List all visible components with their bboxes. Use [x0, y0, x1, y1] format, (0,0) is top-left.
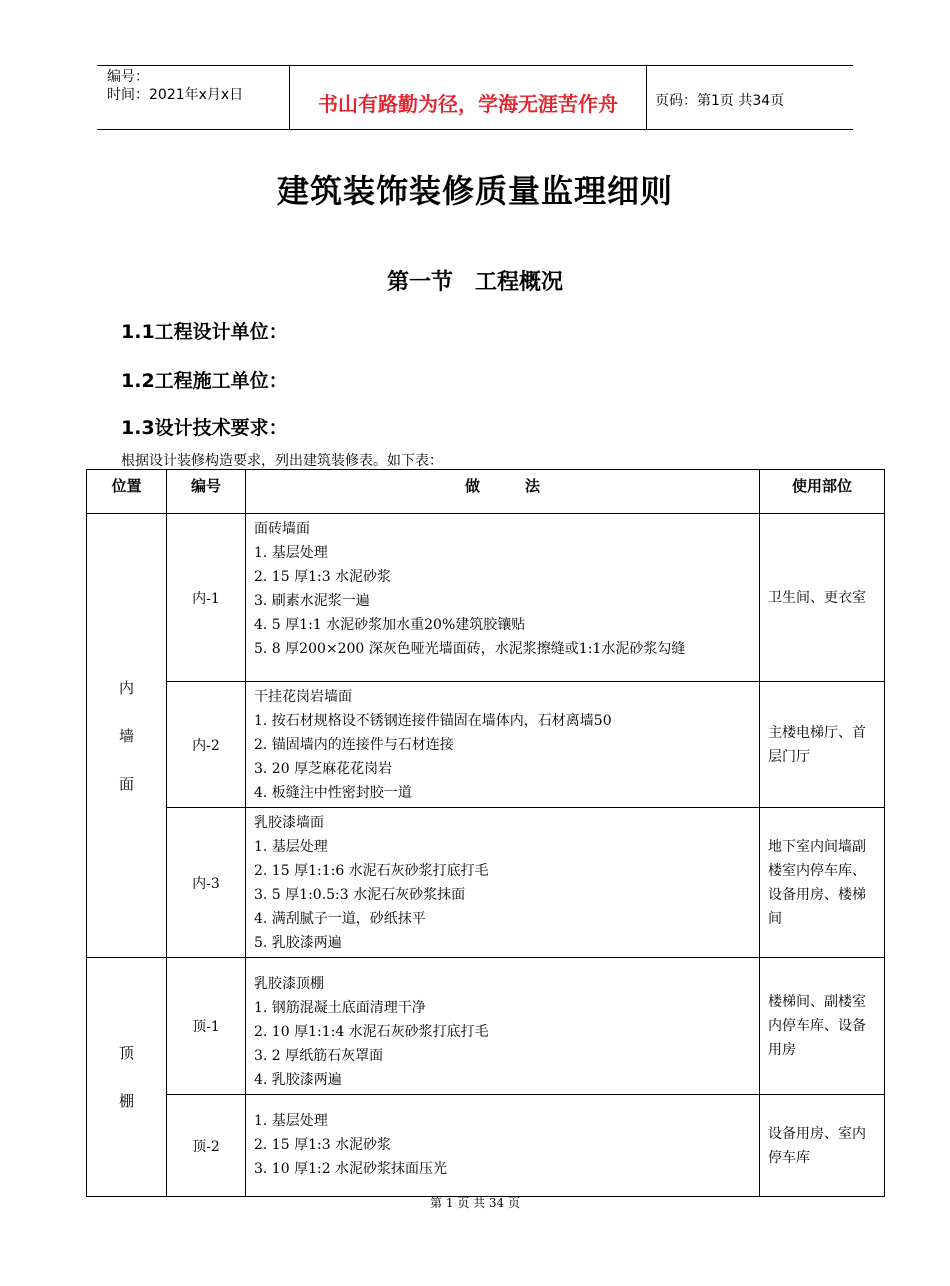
header-motto: 书山有路勤为径，学海无涯苦作舟 [318, 92, 618, 116]
usage-cell: 主楼电梯厅、首层门厅 [760, 682, 885, 808]
page-header [97, 65, 853, 130]
document-title: 建筑装饰装修质量监理细则 [276, 172, 673, 210]
header-code: 编号 [167, 470, 246, 514]
method-cell: 乳胶漆顶棚 1. 钢筋混凝土底面清理干净 2. 10 厚1:1:4 水泥石灰砂浆打底打毛 3. 2 厚纸筋石灰罩面 4. 乳胶漆两遍 [246, 958, 760, 1095]
decoration-spec-table [86, 469, 885, 1197]
header-divider [646, 66, 647, 130]
code-cell: 内-3 [167, 808, 246, 958]
usage-cell: 卫生间、更衣室 [760, 514, 885, 682]
subsection-design-requirements: 1.3设计技术要求： [121, 417, 288, 439]
document-number-label: 编号： [107, 69, 149, 85]
method-cell: 1. 基层处理 2. 15 厚1:3 水泥砂浆 3. 10 厚1:2 水泥砂浆抹面压光 [246, 1095, 760, 1197]
table-row [87, 1095, 885, 1197]
usage-cell: 地下室内间墙副楼室内停车库、设备用房、楼梯间 [760, 808, 885, 958]
section-title: 第一节 工程概况 [386, 270, 563, 295]
code-cell: 内-2 [167, 682, 246, 808]
page-footer: 第 1 页 共 34 页 [430, 1196, 520, 1210]
subsection-design-unit: 1.1工程设计单位： [121, 321, 288, 343]
table-row [87, 682, 885, 808]
method-cell: 乳胶漆墙面 1. 基层处理 2. 15 厚1:1:6 水泥石灰砂浆打底打毛 3. 5 厚1:0.5:3 水泥石灰砂浆抹面 4. 满刮腻子一道，砂纸抹平 5. 乳胶漆两遍 [246, 808, 760, 958]
usage-cell: 楼梯间、副楼室内停车库、设备用房 [760, 958, 885, 1095]
document-time-label: 时间：2021年x月x日 [107, 87, 244, 103]
header-usage: 使用部位 [760, 470, 885, 514]
intro-paragraph: 根据设计装修构造要求，列出建筑装修表。如下表： [121, 453, 443, 469]
table-header-row [87, 470, 885, 514]
usage-cell: 设备用房、室内停车库 [760, 1095, 885, 1197]
header-method: 做 法 [246, 470, 760, 514]
method-cell: 干挂花岗岩墙面 1. 按石材规格设不锈钢连接件锚固在墙体内，石材离墙50 2. 锚固墙内的连接件与石材连接 3. 20 厚芝麻花花岗岩 4. 板缝注中性密封胶一道 [246, 682, 760, 808]
position-cell-interior-wall: 内 墙 面 [87, 514, 167, 958]
position-cell-ceiling: 顶 棚 [87, 958, 167, 1197]
header-meta [107, 68, 243, 104]
table-row [87, 808, 885, 958]
table-row [87, 514, 885, 682]
header-position: 位置 [87, 470, 167, 514]
code-cell: 顶-1 [167, 958, 246, 1095]
table-row [87, 958, 885, 1095]
subsection-construction-unit: 1.2工程施工单位： [121, 370, 288, 392]
header-page-number: 页码：第1页 共34页 [655, 93, 785, 109]
method-cell: 面砖墙面 1. 基层处理 2. 15 厚1:3 水泥砂浆 3. 刷素水泥浆一遍 4. 5 厚1:1 水泥砂浆加水重20%建筑胶镶贴 5. 8 厚200×200 深灰色哑光墙面砖，水泥浆擦缝或1:1水泥砂浆勾缝 [246, 514, 760, 682]
code-cell: 顶-2 [167, 1095, 246, 1197]
code-cell: 内-1 [167, 514, 246, 682]
